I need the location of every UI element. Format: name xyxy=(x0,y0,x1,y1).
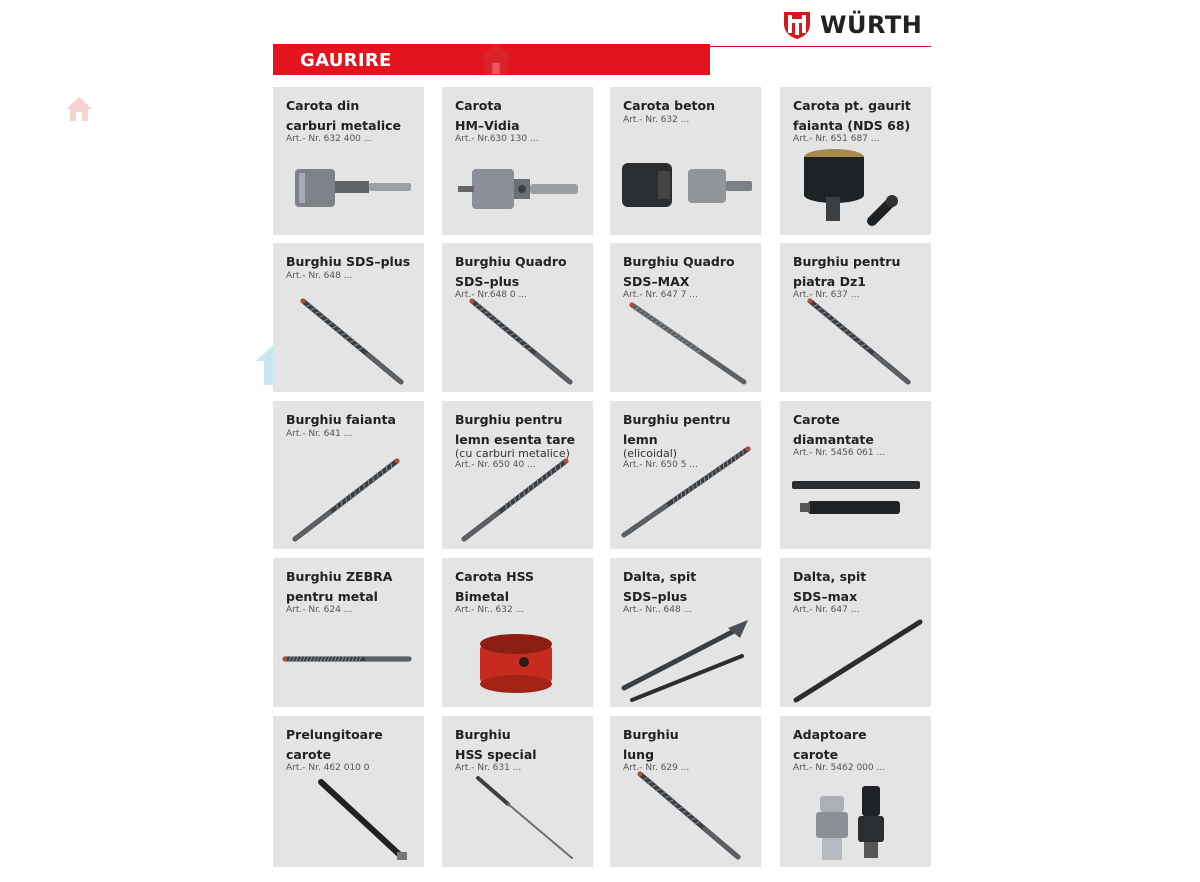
product-card[interactable] xyxy=(780,243,931,392)
header-rule xyxy=(710,46,931,47)
product-title: Burghiu pentru lemn esenta tare xyxy=(455,412,576,447)
product-card[interactable] xyxy=(273,401,424,549)
product-title: Burghiu lung xyxy=(623,727,679,762)
product-card[interactable] xyxy=(610,243,761,392)
product-title: Burghiu SDS–plus xyxy=(286,254,411,269)
product-title: Carota din carburi metalice xyxy=(286,98,402,133)
article-number: Art.- Nr. 648 ... xyxy=(286,270,353,281)
product-card[interactable] xyxy=(442,243,593,392)
article-number: Art.- Nr. 462 010 0 xyxy=(286,763,370,773)
product-card[interactable] xyxy=(610,87,761,235)
product-card[interactable] xyxy=(273,558,424,707)
product-card[interactable] xyxy=(442,558,593,707)
article-number: Art.- Nr. 5456 061 ... xyxy=(793,448,886,458)
article-number: Art.- Nr.. 632 ... xyxy=(455,605,525,615)
product-card[interactable] xyxy=(780,558,931,707)
product-card[interactable] xyxy=(273,243,424,392)
product-title: Burghiu ZEBRA pentru metal xyxy=(286,569,393,604)
product-card[interactable] xyxy=(610,401,761,549)
article-number: Art.- Nr. 632 ... xyxy=(623,114,690,125)
product-subtitle: (elicoidal) xyxy=(623,447,678,460)
product-title: Burghiu pentru piatra Dz1 xyxy=(793,254,901,289)
product-title: Burghiu pentru lemn xyxy=(623,412,731,447)
section-title: GAURIRE xyxy=(300,50,392,71)
article-number: Art.- Nr. 637 ... xyxy=(793,290,860,300)
product-title: Burghiu Quadro SDS–plus xyxy=(455,254,567,289)
article-number: Art.- Nr.630 130 ... xyxy=(455,134,539,144)
product-card[interactable] xyxy=(780,716,931,867)
product-card[interactable] xyxy=(780,87,931,235)
brand-name: WÜRTH xyxy=(820,11,923,39)
article-number: Art.- Nr. 651 687 ... xyxy=(793,134,880,144)
article-number: Art.- Nr. 631 ... xyxy=(455,763,522,773)
product-card[interactable] xyxy=(273,716,424,867)
product-title: Burghiu HSS special xyxy=(455,727,537,762)
product-card[interactable] xyxy=(780,401,931,549)
article-number: Art.- Nr.. 648 ... xyxy=(623,605,693,615)
article-number: Art.- Nr. 647 ... xyxy=(793,605,860,615)
article-number: Art.- Nr. 650 5 ... xyxy=(623,460,698,470)
wurth-logo xyxy=(782,8,930,42)
wurth-emblem-icon xyxy=(782,10,812,40)
product-card[interactable] xyxy=(442,401,593,549)
article-number: Art.- Nr.648 0 ... xyxy=(455,290,528,300)
article-number: Art.- Nr. 650 40 ... xyxy=(455,460,536,470)
product-title: Burghiu faianta xyxy=(286,412,396,427)
product-card[interactable] xyxy=(610,716,761,867)
article-number: Art.- Nr. 629 ... xyxy=(623,763,690,773)
home-icon xyxy=(477,40,515,78)
article-number: Art.- Nr. 632 400 ... xyxy=(286,134,373,144)
product-card[interactable] xyxy=(273,87,424,235)
product-card[interactable] xyxy=(442,87,593,235)
product-subtitle: (cu carburi metalice) xyxy=(455,447,570,460)
product-title: Adaptoare carote xyxy=(793,727,867,762)
product-title: Carote diamantate xyxy=(793,412,874,447)
product-card[interactable] xyxy=(610,558,761,707)
product-title: Carota HSS Bimetal xyxy=(455,569,535,604)
home-icon xyxy=(64,94,94,124)
product-title: Carota beton xyxy=(623,98,716,113)
product-title: Dalta, spit SDS–max xyxy=(793,569,867,604)
product-title: Dalta, spit SDS–plus xyxy=(623,569,697,604)
product-title: Prelungitoare carote xyxy=(286,727,383,762)
product-title: Carota HM–Vidia xyxy=(455,98,520,133)
article-number: Art.- Nr. 624 ... xyxy=(286,605,353,615)
product-title: Carota pt. gaurit faianta (NDS 68) xyxy=(793,98,911,133)
article-number: Art.- Nr. 647 7 ... xyxy=(623,290,698,300)
product-card[interactable] xyxy=(442,716,593,867)
article-number: Art.- Nr. 5462 000 ... xyxy=(793,763,886,773)
article-number: Art.- Nr. 641 ... xyxy=(286,428,353,439)
product-title: Burghiu Quadro SDS–MAX xyxy=(623,254,735,289)
